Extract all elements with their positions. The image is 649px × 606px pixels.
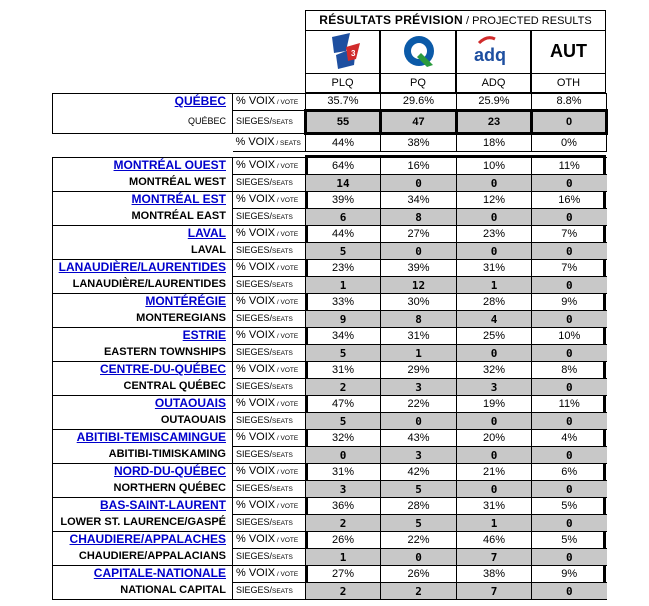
vote-cell: 11% [532,396,607,413]
region-link[interactable]: MONTRÉAL OUEST [113,158,226,173]
vote-cell: 44% [306,226,381,243]
seats-label: SIEGES/SEATS [233,277,306,294]
seat-cell: 1 [457,277,532,294]
seat-cell: 55 [306,111,381,134]
seat-cell: 0 [532,277,607,294]
region-seat-row [53,345,607,362]
vote-cell: 34% [306,328,381,345]
region-seat-row [53,243,607,260]
vote-cell: 12% [457,192,532,209]
vote-cell: 26% [381,566,457,583]
seats-label: SIEGES/SEATS [233,175,306,192]
seat-cell: 0 [457,243,532,260]
region-link[interactable]: NORD-DU-QUÉBEC [114,464,226,479]
vote-cell: 7% [532,260,607,277]
seat-cell: 1 [306,549,381,566]
vote-cell: 28% [381,498,457,515]
vote-label: % VOIX / VOTE [233,498,306,515]
seat-cell: 0 [532,447,607,464]
vote-cell: 29% [381,362,457,379]
region-vote-row [53,294,607,311]
region-seat-row [53,209,607,226]
region-subtitle: NORTHERN QUÉBEC [53,481,233,498]
seat-cell: 14 [306,175,381,192]
seat-cell: 2 [381,583,457,600]
region-link-quebec[interactable]: QUÉBEC [174,94,226,109]
seat-cell: 5 [381,515,457,532]
region-link[interactable]: BAS-SAINT-LAURENT [100,498,226,513]
vote-cell: 9% [532,566,607,583]
region-seat-row [53,447,607,464]
vote-cell: 11% [532,158,607,175]
region-subtitle: EASTERN TOWNSHIPS [53,345,233,362]
region-seat-row [53,481,607,498]
seat-pct-cell: 44% [306,134,381,152]
seat-cell: 0 [532,311,607,328]
region-seat-row [53,515,607,532]
vote-cell: 39% [306,192,381,209]
region-vote-row [53,260,607,277]
party-abbr-oth: OTH [531,74,606,93]
vote-cell: 20% [457,430,532,447]
aut-logo-cell [531,31,606,74]
adq-logo-cell [456,31,531,74]
region-vote-row [53,498,607,515]
region-vote-row [53,396,607,413]
region-link[interactable]: LANAUDIÈRE/LAURENTIDES [58,260,226,275]
seat-cell: 0 [532,379,607,396]
region-subtitle: LOWER ST. LAURENCE/GASPÉ [53,515,233,532]
region-subtitle: ABITIBI-TIMISKAMING [53,447,233,464]
seat-cell: 5 [306,413,381,430]
region-link[interactable]: LAVAL [187,226,226,241]
vote-cell: 9% [532,294,607,311]
region-link[interactable]: CENTRE-DU-QUÉBEC [100,362,226,377]
vote-cell: 22% [381,532,457,549]
seat-cell: 0 [532,111,607,134]
seat-cell: 1 [381,345,457,362]
seat-cell: 0 [381,549,457,566]
vote-label: % VOIX / VOTE [233,430,306,447]
plq-logo-icon [306,31,381,73]
region-link[interactable]: CAPITALE-NATIONALE [93,566,226,581]
vote-cell: 21% [457,464,532,481]
region-link[interactable]: MONTRÉAL EST [131,192,226,207]
seat-cell: 3 [381,447,457,464]
vote-cell: 42% [381,464,457,481]
seat-cell: 0 [381,243,457,260]
vote-cell: 19% [457,396,532,413]
vote-cell: 46% [457,532,532,549]
seat-cell: 6 [306,209,381,226]
seat-cell: 5 [381,481,457,498]
vote-cell: 16% [532,192,607,209]
region-seat-row [53,175,607,192]
region-link[interactable]: MONTÉRÉGIE [145,294,226,309]
region-link[interactable]: CHAUDIERE/APPALACHES [69,532,226,547]
vote-cell: 25.9% [457,94,532,111]
region-link[interactable]: OUTAOUAIS [154,396,226,411]
seat-cell: 0 [532,345,607,362]
seat-pct-cell: 18% [457,134,532,152]
seat-cell: 2 [306,379,381,396]
vote-cell: 26% [306,532,381,549]
vote-cell: 38% [457,566,532,583]
seats-label: SIEGES/SEATS [233,111,306,134]
seat-cell: 7 [457,583,532,600]
vote-cell: 32% [306,430,381,447]
vote-label: % VOIX / VOTE [233,396,306,413]
vote-cell: 23% [457,226,532,243]
region-seat-row [53,311,607,328]
seats-label: SIEGES/SEATS [233,243,306,260]
vote-cell: 35.7% [306,94,381,111]
seat-cell: 0 [532,549,607,566]
seat-cell: 0 [532,209,607,226]
seat-cell: 0 [457,175,532,192]
region-seat-row [53,277,607,294]
vote-label: % VOIX / VOTE [233,566,306,583]
region-vote-row [53,532,607,549]
vote-label: % VOIX / VOTE [233,362,306,379]
region-vote-row [53,192,607,209]
seats-label: SIEGES/SEATS [233,549,306,566]
vote-cell: 7% [532,226,607,243]
seats-label: SIEGES/SEATS [233,447,306,464]
vote-cell: 31% [457,498,532,515]
seat-cell: 0 [457,209,532,226]
seat-cell: 0 [457,413,532,430]
region-subtitle: MONTRÉAL EAST [53,209,233,226]
seat-pct-cell: 38% [381,134,457,152]
seat-cell: 9 [306,311,381,328]
seat-cell: 23 [457,111,532,134]
region-seat-row [53,583,607,600]
seat-cell: 0 [306,447,381,464]
seats-label: SIEGES/SEATS [233,209,306,226]
vote-cell: 10% [532,328,607,345]
vote-cell: 39% [381,260,457,277]
seats-label: SIEGES/SEATS [233,583,306,600]
vote-cell: 33% [306,294,381,311]
seat-cell: 3 [457,379,532,396]
vote-cell: 25% [457,328,532,345]
region-link[interactable]: ABITIBI-TEMISCAMINGUE [76,430,226,445]
region-subtitle: LANAUDIÈRE/LAURENTIDES [53,277,233,294]
region-subtitle: LAVAL [53,243,233,260]
region-subtitle: NATIONAL CAPITAL [53,583,233,600]
seat-cell: 0 [532,481,607,498]
vote-cell: 43% [381,430,457,447]
vote-cell: 5% [532,498,607,515]
seats-label: SIEGES/SEATS [233,311,306,328]
vote-cell: 16% [381,158,457,175]
seats-label: SIEGES/SEATS [233,515,306,532]
region-vote-row [53,362,607,379]
vote-label: % VOIX / VOTE [233,192,306,209]
vote-cell: 22% [381,396,457,413]
svg-text:3: 3 [351,49,356,58]
vote-cell: 32% [457,362,532,379]
region-vote-row [53,464,607,481]
region-subtitle: CHAUDIERE/APPALACIANS [53,549,233,566]
vote-label: % VOIX / VOTE [233,532,306,549]
seat-pct-label: % VOIX / SEATS [233,134,306,152]
seat-cell: 5 [306,243,381,260]
seat-cell: 8 [381,311,457,328]
region-link[interactable]: ESTRIE [182,328,226,343]
seat-cell: 5 [306,345,381,362]
seat-cell: 0 [532,583,607,600]
region-subtitle: MONTRÉAL WEST [53,175,233,192]
vote-label: % VOIX / VOTE [233,260,306,277]
seat-cell: 3 [306,481,381,498]
seat-cell: 47 [381,111,457,134]
seat-cell: 1 [306,277,381,294]
plq-logo-cell [305,31,380,74]
vote-cell: 5% [532,532,607,549]
seat-cell: 12 [381,277,457,294]
party-abbr-plq: PLQ [305,74,380,93]
region-seat-row [53,549,607,566]
vote-label: % VOIX / VOTE [233,464,306,481]
region-seat-row [53,379,607,396]
region-vote-row [53,430,607,447]
seat-cell: 0 [381,175,457,192]
aut-logo: AUT [550,41,587,61]
seat-cell: 0 [457,345,532,362]
seat-cell: 2 [306,515,381,532]
seat-cell: 3 [381,379,457,396]
seats-label: SIEGES/SEATS [233,345,306,362]
seat-cell: 0 [457,447,532,464]
seat-cell: 1 [457,515,532,532]
vote-cell: 6% [532,464,607,481]
vote-cell: 28% [457,294,532,311]
vote-label: % VOIX / VOTE [233,94,306,111]
vote-label: % VOIX / VOTE [233,226,306,243]
seat-cell: 8 [381,209,457,226]
vote-cell: 29.6% [381,94,457,111]
vote-cell: 8.8% [532,94,607,111]
adq-logo-icon [457,31,532,73]
region-subtitle: CENTRAL QUÉBEC [53,379,233,396]
seats-label: SIEGES/SEATS [233,379,306,396]
seats-label: SIEGES/SEATS [233,481,306,498]
vote-cell: 8% [532,362,607,379]
region-vote-row [53,566,607,583]
vote-label: % VOIX / VOTE [233,294,306,311]
region-subtitle: MONTEREGIANS [53,311,233,328]
vote-cell: 36% [306,498,381,515]
vote-label: % VOIX / VOTE [233,328,306,345]
seat-cell: 0 [532,243,607,260]
vote-cell: 27% [381,226,457,243]
seat-cell: 2 [306,583,381,600]
seat-cell: 0 [457,481,532,498]
vote-cell: 10% [457,158,532,175]
party-abbr-adq: ADQ [456,74,531,93]
seat-cell: 7 [457,549,532,566]
pq-logo-icon [381,31,457,73]
seat-cell: 0 [532,175,607,192]
seat-cell: 0 [381,413,457,430]
region-vote-row [53,158,607,175]
results-title: RÉSULTATS PRÉVISION / PROJECTED RESULTS [305,10,606,31]
seats-label: SIEGES/SEATS [233,413,306,430]
vote-cell: 31% [306,362,381,379]
vote-cell: 27% [306,566,381,583]
pq-logo-cell [380,31,456,74]
svg-text:adq: adq [474,45,507,65]
seat-pct-cell: 0% [532,134,607,152]
vote-cell: 31% [306,464,381,481]
vote-cell: 34% [381,192,457,209]
region-sub-quebec: QUÉBEC [53,111,233,134]
region-vote-row [53,328,607,345]
vote-cell: 47% [306,396,381,413]
quebec-summary-table [52,93,608,152]
regions-table [52,157,607,600]
vote-label: % VOIX / VOTE [233,158,306,175]
seat-cell: 0 [532,515,607,532]
vote-cell: 23% [306,260,381,277]
region-vote-row [53,226,607,243]
vote-cell: 64% [306,158,381,175]
vote-cell: 31% [457,260,532,277]
vote-cell: 31% [381,328,457,345]
seat-cell: 4 [457,311,532,328]
vote-cell: 4% [532,430,607,447]
seat-cell: 0 [532,413,607,430]
party-abbr-pq: PQ [380,74,456,93]
region-subtitle: OUTAOUAIS [53,413,233,430]
vote-cell: 30% [381,294,457,311]
region-seat-row [53,413,607,430]
